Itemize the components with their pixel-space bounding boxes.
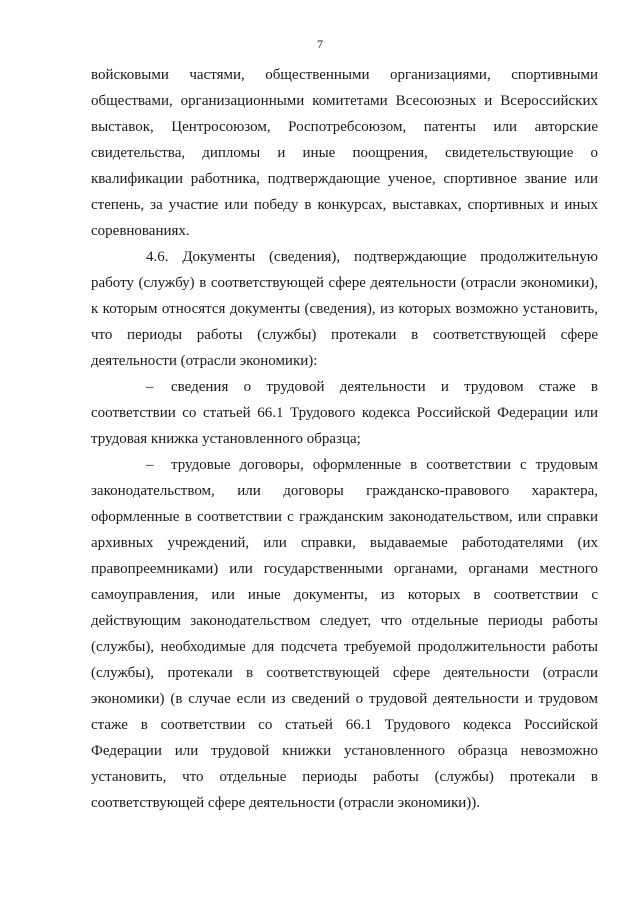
list-item-text: сведения о трудовой деятельности и трудовом стаже в соответствии со статьей 66.1 Трудового кодекса Российской Федерации или трудовая книжка установленного образца; bbox=[91, 379, 598, 447]
bullet-dash: – bbox=[146, 457, 154, 473]
list-item-text: трудовые договоры, оформленные в соответствии с трудовым законодательством, или договоры гражданско-правового характера, оформленные в соответствии с гражданским законодательством, или справки архивных учреждений, или справки, выдаваемые работодателями (их правопреемниками) или государственными органами, органами местного самоуправления, или иные документы, из которых в соответствии с действующим законодательством следует, что отдельные периоды работы (службы), необходимые для подсчета требуемой продолжительности работы (службы), протекали в соответствующей сфере деятельности (отрасли экономики) (в случае если из сведений о трудовой деятельности и трудовом стаже в соответствии со статьей 66.1 Трудового кодекса Российской Федерации или трудовой книжки установленного образца невозможно установить, что отдельные периоды работы (службы) протекали в соответствующей сфере деятельности (отрасли экономики)). bbox=[91, 457, 598, 811]
document-body bbox=[91, 62, 598, 816]
paragraph-continuation: войсковыми частями, общественными организациями, спортивными обществами, организационными комитетами Всесоюзных и Всероссийских выставок, Центросоюзом, Роспотребсоюзом, патенты или авторские свидетельства, дипломы и иные поощрения, свидетельствующие о квалификации работника, подтверждающие ученое, спортивное звание или степень, за участие или победу в конкурсах, выставках, спортивных и иных соревнованиях. bbox=[91, 67, 598, 239]
list-item bbox=[91, 452, 598, 816]
list-item bbox=[91, 374, 598, 452]
bullet-dash: – bbox=[146, 379, 154, 395]
paragraph-4-6: 4.6. Документы (сведения), подтверждающие продолжительную работу (службу) в соответствующей сфере деятельности (отрасли экономики), к которым относятся документы (сведения), из которых возможно установить, что периоды работы (службы) протекали в соответствующей сфере деятельности (отрасли экономики): bbox=[91, 249, 598, 369]
page-number: 7 bbox=[317, 37, 323, 51]
